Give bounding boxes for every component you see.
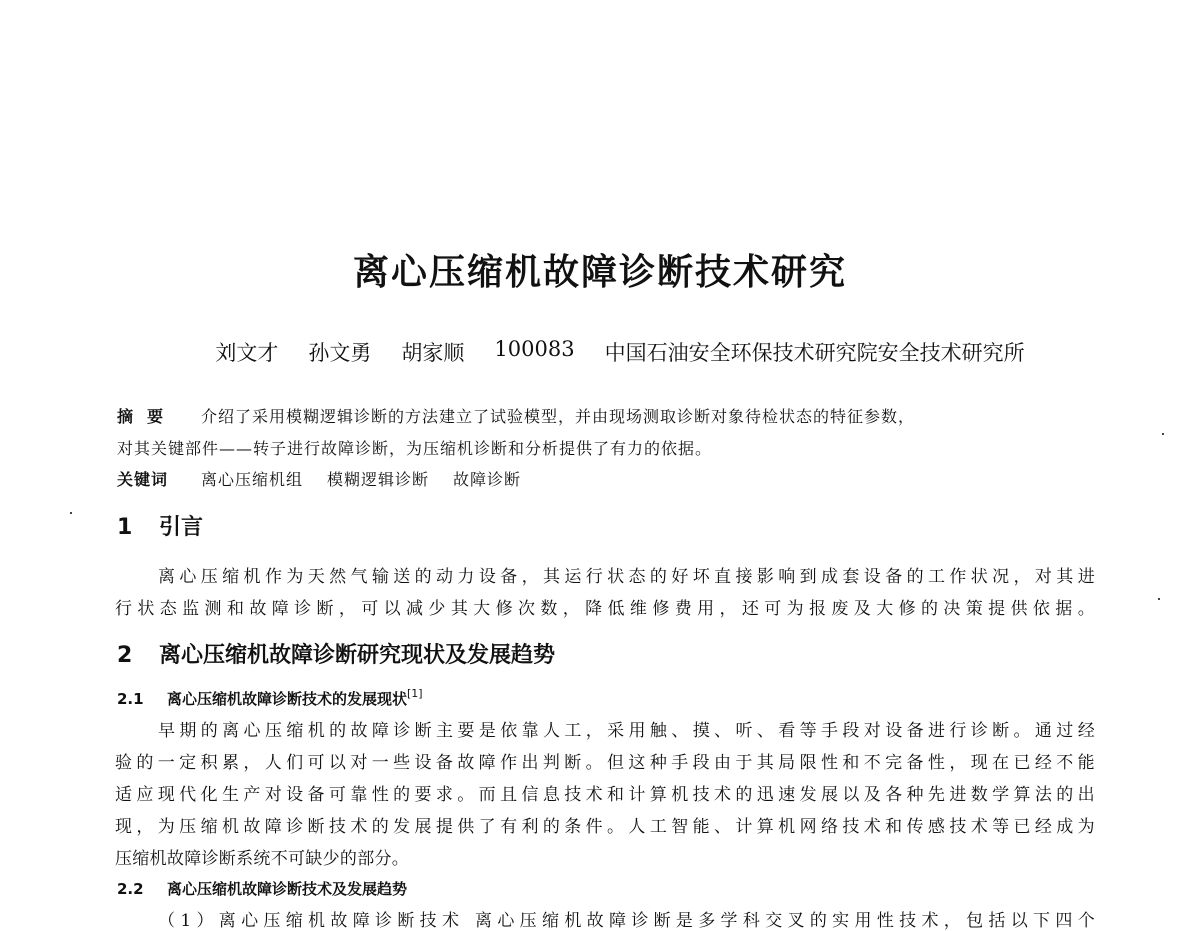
keyword: 模糊逻辑诊断 xyxy=(327,470,430,489)
subsection-title: 离心压缩机故障诊断技术及发展趋势 xyxy=(167,880,408,898)
section-title: 离心压缩机故障诊断研究现状及发展趋势 xyxy=(159,643,556,668)
body-line: 离心压缩机作为天然气输送的动力设备，其运行状态的好坏直接影响到成套设备的工作状况，对其进 xyxy=(158,567,1095,587)
keywords-line xyxy=(117,467,545,490)
abstract-line xyxy=(117,404,915,427)
keyword: 离心压缩机组 xyxy=(201,470,304,489)
abstract-label: 摘要 xyxy=(117,407,178,426)
author-name: 孙文勇 xyxy=(308,341,372,365)
citation-ref: [1] xyxy=(407,687,423,700)
section-heading xyxy=(117,510,203,541)
scan-speck xyxy=(1158,598,1160,600)
body-line: 行状态监测和故障诊断，可以减少其大修次数，降低维修费用，还可为报废及大修的决策提供依据。 xyxy=(115,599,1095,619)
scan-speck xyxy=(70,512,72,514)
subsection-title: 离心压缩机故障诊断技术的发展现状 xyxy=(167,690,408,708)
author-name: 刘文才 xyxy=(215,341,279,365)
abstract-text: 介绍了采用模糊逻辑诊断的方法建立了试验模型，并由现场测取诊断对象待检状态的特征参数， xyxy=(201,407,916,426)
body-line-cut: （1）离心压缩机故障诊断技术 离心压缩机故障诊断是多学科交叉的实用性技术，包括以下四个 xyxy=(158,911,1095,931)
affiliation: 中国石油安全环保技术研究院安全技术研究所 xyxy=(604,341,1025,365)
keywords-label: 关键词 xyxy=(117,470,169,489)
body-line: 验的一定积累，人们可以对一些设备故障作出判断。但这种手段由于其局限性和不完备性，现在已经不能 xyxy=(115,753,1095,773)
postcode: 100083 xyxy=(494,337,575,361)
body-line: 压缩机故障诊断系统不可缺少的部分。 xyxy=(115,849,410,869)
scan-speck xyxy=(1162,433,1164,435)
subsection-heading xyxy=(117,687,423,709)
body-line: 现，为压缩机故障诊断技术的发展提供了有利的条件。人工智能、计算机网络技术和传感技术等已经成为 xyxy=(115,817,1095,837)
keyword: 故障诊断 xyxy=(453,470,522,489)
author-name: 胡家顺 xyxy=(401,341,465,365)
paper-title: 离心压缩机故障诊断技术研究 xyxy=(352,251,847,293)
subsection-number: 2.2 xyxy=(117,880,144,898)
section-heading xyxy=(117,638,555,669)
body-line: 适应现代化生产对设备可靠性的要求。而且信息技术和计算机技术的迅速发展以及各种先进数学算法的出 xyxy=(115,785,1095,805)
abstract-line: 对其关键部件——转子进行故障诊断，为压缩机诊断和分析提供了有力的依据。 xyxy=(117,439,713,458)
body-line: 早期的离心压缩机的故障诊断主要是依靠人工，采用触、摸、听、看等手段对设备进行诊断。通过经 xyxy=(158,721,1095,741)
section-number: 2 xyxy=(117,643,133,668)
subsection-number: 2.1 xyxy=(117,690,144,708)
author-line xyxy=(120,337,1120,367)
section-number: 1 xyxy=(117,515,133,540)
subsection-heading xyxy=(117,878,407,899)
section-title: 引言 xyxy=(159,515,204,540)
